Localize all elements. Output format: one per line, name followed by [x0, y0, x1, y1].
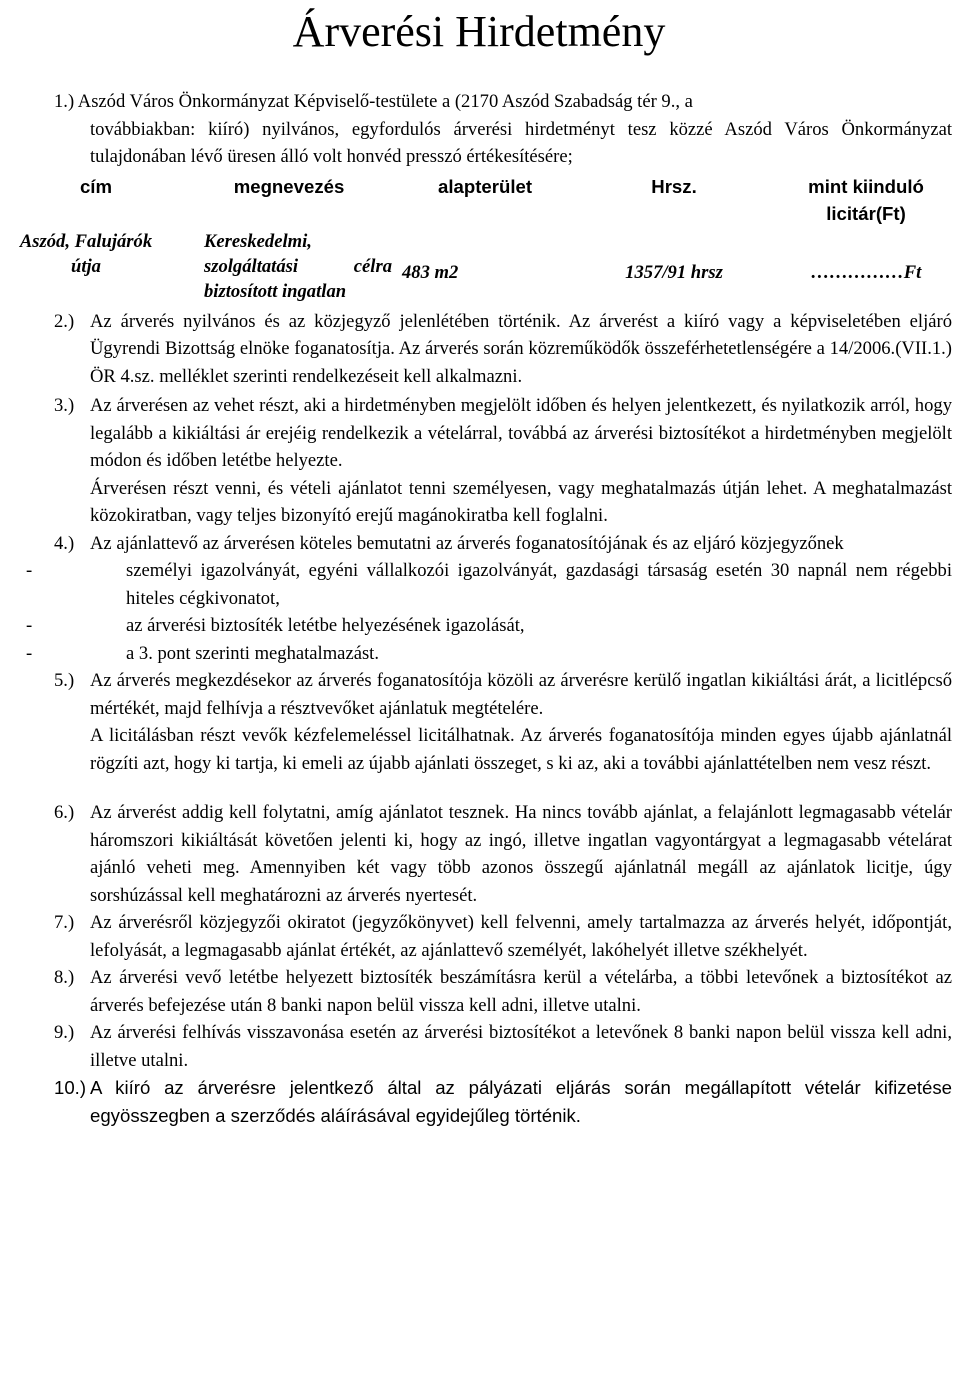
paragraph-6 [6, 799, 952, 909]
paragraph-4-number: 4.) [54, 532, 75, 554]
cell-hrsz: 1357/91 hrsz [625, 261, 723, 283]
paragraph-6-text: Az árverést addig kell folytatni, amíg ajánlatot tesznek. Ha nincs tovább ajánlat, a felajánlott legmagasabb vételár háromszori kikiáltását követően jelenti ki, hogy az ingó, illetve ingatlan vagyontárgyat a legmagasabb vételárat ajánló veheti meg. Amennyiben két vagy több azonos összegű ajánlatnál megáll az ajánlatok licitje, úgy sorshúzással kell meghatározni az árverés nyertesét. [90, 802, 952, 906]
bullet-text: az árverési biztosíték letétbe helyezésének igazolását, [126, 615, 525, 636]
bullet-dash: - [26, 642, 33, 664]
paragraph-9-number: 9.) [54, 1022, 75, 1043]
paragraph-3 [6, 392, 952, 475]
document-page [0, 2, 960, 1375]
paragraph-5 [6, 667, 952, 722]
header-megnevezes: megnevezés [233, 175, 345, 197]
paragraph-2-number: 2.) [54, 310, 75, 332]
paragraph-10-number: 10.) [54, 1077, 87, 1098]
list-item [6, 640, 952, 668]
paragraph-7 [6, 909, 952, 964]
bullet-text: a 3. pont szerinti meghatalmazást. [126, 642, 379, 664]
document-title: Árverési Hirdetmény [292, 7, 666, 56]
cell-megnevezes: Kereskedelmi, szolgáltatási célra biztosított ingatlan [204, 230, 392, 302]
paragraph-1-text: továbbiakban: kiíró) nyilvános, egyfordulós árverési hirdetményt tesz közzé Aszód Város Önkormányzat tulajdonában lévő üresen álló volt honvéd presszó értékesítésére; [90, 118, 952, 167]
table-row [6, 229, 952, 304]
paragraph-3-text: Az árverésen az vehet részt, aki a hirdetményben megjelölt időben és helyen jelentkezett, és nyilatkozik arról, hogy legalább a kikiáltási ár erejéig rendelkezik a vételárral, továbbá az árverési biztosítékot a hirdetményben megjelölt módon és időben letétbe helyezte. [90, 395, 952, 471]
paragraph-4-text: Az ajánlattevő az árverésen köteles bemutatni az árverés foganatosítójának és az eljáró közjegyzőnek [90, 532, 844, 554]
paragraph-2-text: Az árverés nyilvános és az közjegyző jelenlétében történik. Az árverést a kiíró vagy a képviseletében eljáró Ügyrendi Bizottság elnöke foganatosítja. Az árverés során közreműködők összeférhetetlenségére a 14/2006.(VII.1.) ÖR 4.sz. melléklet szerinti rendelkezéseit kell alkalmazni. [90, 310, 952, 387]
paragraph-7-number: 7.) [54, 912, 75, 933]
paragraph-3-number: 3.) [54, 395, 75, 416]
cell-cim: Aszód, Falujárók útja [19, 230, 153, 277]
paragraph-10 [6, 1074, 952, 1129]
list-item [6, 612, 952, 640]
cell-alapterulet: 483 m2 [402, 261, 459, 283]
paragraph-5-text: Az árverés megkezdésekor az árverés foganatosítója közöli az árverésre kerülő ingatlan kikiáltási árát, a licitlépcső mértékét, majd felhívja a résztvevőket ajánlatuk megtételére. [90, 670, 952, 719]
header-hrsz: Hrsz. [651, 175, 697, 197]
header-alapterulet: alapterület [437, 175, 533, 197]
paragraph-7-text: Az árverésről közjegyzői okiratot (jegyzőkönyvet) kell felvenni, amely tartalmazza az árverés helyét, időpontját, lefolyását, a legmagasabb ajánlat értékét, az ajánlattevő személyét, lakóhelyét illetve székhelyét. [90, 912, 952, 961]
paragraph-3-text-2: Árverésen részt venni, és vételi ajánlatot tenni személyesen, vagy meghatalmazás útján lehet. A meghatalmazást közokiratban, vagy teljes bizonyító erejű magánokiratba kell foglalni. [90, 477, 952, 526]
paragraph-1-text-first: Aszód Város Önkormányzat Képviselő-testülete a (2170 Aszód Szabadság tér 9., a [77, 91, 693, 112]
paragraph-1 [6, 88, 952, 171]
bullet-text: személyi igazolványát, egyéni vállalkozói igazolványát, gazdasági társaság esetén 30 napnál nem régebbi hiteles cégkivonatot, [126, 560, 952, 609]
paragraph-2 [6, 308, 952, 391]
cell-licitar: ……………Ft [810, 261, 922, 283]
list-item [6, 557, 952, 612]
bullet-dash: - [26, 560, 33, 581]
property-table [6, 173, 952, 304]
paragraph-4 [6, 530, 952, 558]
paragraph-8 [6, 964, 952, 1019]
paragraph-5-text-2: A licitálásban részt vevők kézfelemeléssel licitálhatnak. Az árverés foganatosítója minden egyes újabb ajánlatnál rögzíti azt, hogy ki tartja, ki emeli az újabb ajánlati összeget, s ki az, aki a további ajánlattételben nem vesz részt. [90, 725, 952, 774]
header-licitar: mint kiinduló licitár(Ft) [808, 175, 924, 224]
paragraph-5-number: 5.) [54, 670, 75, 691]
paragraph-8-text: Az árverési vevő letétbe helyezett biztosíték beszámításra kerül a vételárba, a többi letevőnek a biztosítékot az árverés befejezése után 8 banki napon belül vissza kell adni, illetve utalni. [90, 967, 952, 1016]
paragraph-8-number: 8.) [54, 967, 75, 988]
paragraph-1-number: 1.) [54, 91, 75, 112]
table-header-row [6, 173, 952, 229]
paragraph-9 [6, 1019, 952, 1074]
paragraph-9-text: Az árverési felhívás visszavonása esetén az árverési biztosítékot a letevőnek 8 banki napon belül vissza kell adni, illetve utalni. [90, 1022, 952, 1071]
paragraph-6-number: 6.) [54, 802, 75, 823]
bullet-dash: - [26, 615, 33, 636]
paragraph-10-text: A kiíró az árverésre jelentkező által az pályázati eljárás során megállapított vételár kifizetése egyösszegben a szerződés aláírásával egyidejűleg történik. [90, 1077, 952, 1126]
header-cim: cím [79, 175, 113, 197]
